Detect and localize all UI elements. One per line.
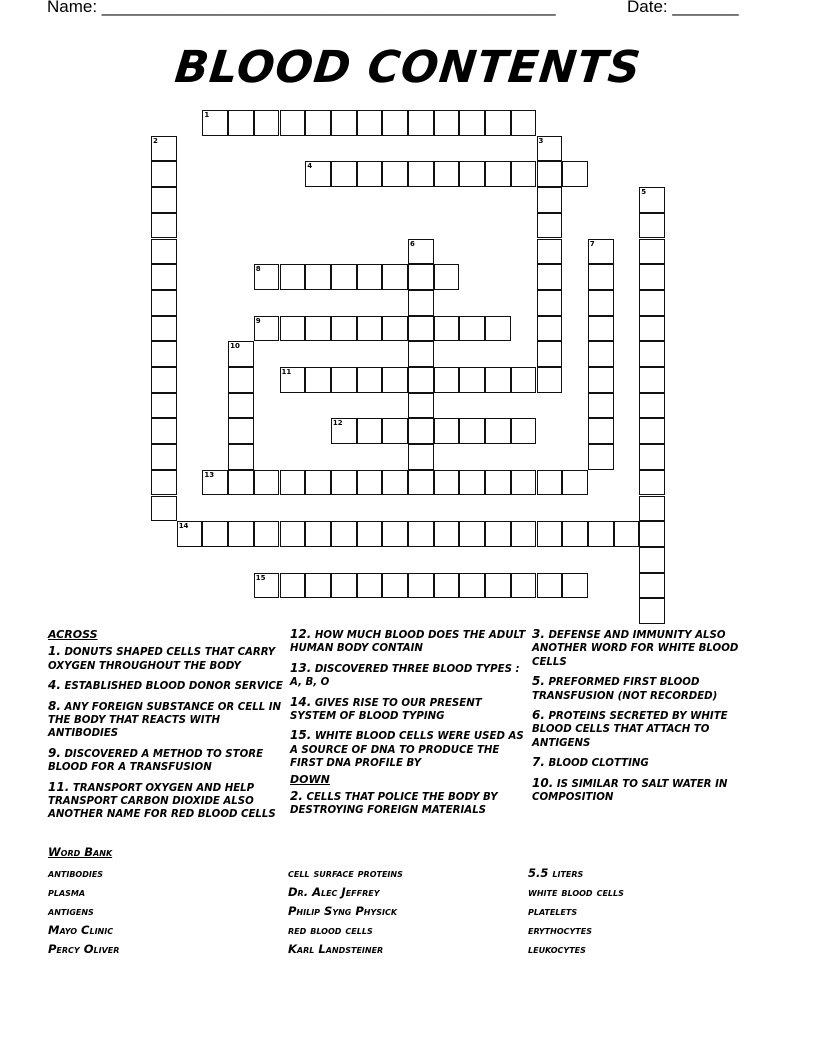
crossword-cell[interactable] — [511, 161, 537, 187]
crossword-cell[interactable] — [588, 341, 614, 367]
word-bank-item: Percy Oliver — [48, 942, 120, 956]
crossword-cell[interactable] — [305, 573, 331, 599]
crossword-cell[interactable] — [459, 521, 485, 547]
crossword-cell[interactable] — [151, 187, 177, 213]
clue-number: 3. — [532, 627, 545, 641]
crossword-cell[interactable] — [459, 161, 485, 187]
crossword-cell[interactable] — [357, 418, 383, 444]
clue-text: DISCOVERED A METHOD TO STORE BLOOD FOR A TRANSFUSION — [48, 748, 264, 774]
crossword-cell[interactable] — [254, 521, 280, 547]
crossword-cell[interactable] — [537, 213, 563, 239]
crossword-cell[interactable] — [357, 110, 383, 136]
crossword-cell[interactable] — [511, 521, 537, 547]
clue-across-1 — [48, 645, 288, 673]
crossword-cell[interactable] — [434, 470, 460, 496]
crossword-cell[interactable] — [408, 110, 434, 136]
crossword-cell[interactable] — [382, 573, 408, 599]
clue-down-6 — [532, 709, 760, 750]
crossword-cell[interactable] — [485, 470, 511, 496]
clue-number: 13. — [290, 660, 312, 675]
clue-number: 5. — [532, 674, 545, 689]
crossword-cell[interactable] — [228, 367, 254, 393]
crossword-cell[interactable] — [459, 316, 485, 342]
crossword-cell[interactable] — [408, 316, 434, 342]
crossword-cell[interactable] — [639, 598, 665, 624]
crossword-cell[interactable] — [305, 367, 331, 393]
crossword-cell[interactable] — [588, 290, 614, 316]
clue-number-label: 9 — [255, 316, 261, 325]
crossword-cell[interactable] — [485, 367, 511, 393]
crossword-cell[interactable] — [459, 573, 485, 599]
crossword-cell[interactable] — [408, 264, 434, 290]
page-title: BLOOD CONTENTS — [172, 42, 644, 93]
crossword-cell[interactable] — [357, 573, 383, 599]
crossword-cell[interactable] — [639, 547, 665, 573]
clue-number-label: 7 — [589, 239, 595, 248]
crossword-cell[interactable] — [228, 341, 254, 367]
crossword-cell[interactable] — [639, 264, 665, 290]
word-bank-heading: Word Bank — [48, 845, 113, 859]
clue-number: 7. — [532, 755, 545, 770]
crossword-cell[interactable] — [511, 470, 537, 496]
clue-across-14 — [290, 696, 528, 724]
clue-text: CELLS THAT POLICE THE BODY BY DESTROYING FOREIGN MATERIALS — [290, 792, 498, 817]
crossword-cell[interactable] — [459, 367, 485, 393]
crossword-cell[interactable] — [511, 573, 537, 599]
clue-text: IS SIMILAR TO SALT WATER IN COMPOSITION — [532, 778, 728, 804]
crossword-cell[interactable] — [639, 521, 665, 547]
crossword-cell[interactable] — [228, 418, 254, 444]
crossword-cell[interactable] — [588, 239, 614, 265]
word-bank-column-2 — [288, 864, 403, 959]
word-bank-item: Philip Syng Physick — [288, 904, 398, 918]
crossword-cell[interactable] — [408, 290, 434, 316]
clue-number: 14. — [290, 694, 312, 709]
crossword-cell[interactable] — [382, 521, 408, 547]
crossword-cell[interactable] — [280, 573, 306, 599]
crossword-cell[interactable] — [382, 161, 408, 187]
crossword-cell[interactable] — [202, 110, 228, 136]
crossword-cell[interactable] — [639, 316, 665, 342]
clue-text: PROTEINS SECRETED BY WHITE BLOOD CELLS THAT ATTACH TO ANTIGENS — [532, 711, 728, 749]
crossword-cell[interactable] — [485, 316, 511, 342]
word-bank-item: antigens — [48, 904, 94, 918]
crossword-cell[interactable] — [331, 264, 357, 290]
crossword-cell[interactable] — [280, 521, 306, 547]
crossword-cell[interactable] — [151, 470, 177, 496]
clue-number: 1. — [48, 644, 61, 659]
crossword-cell[interactable] — [588, 418, 614, 444]
crossword-cell[interactable] — [434, 367, 460, 393]
crossword-cell[interactable] — [639, 496, 665, 522]
crossword-cell[interactable] — [151, 136, 177, 162]
clue-number: 11. — [48, 779, 70, 794]
crossword-cell[interactable] — [537, 316, 563, 342]
word-bank-item: platelets — [528, 904, 578, 918]
crossword-cell[interactable] — [151, 418, 177, 444]
crossword-cell[interactable] — [434, 264, 460, 290]
crossword-cell[interactable] — [331, 316, 357, 342]
crossword-cell[interactable] — [408, 470, 434, 496]
name-field-label: Name: ________________________________________________ — [47, 0, 556, 16]
date-field-label: Date: _______ — [627, 0, 739, 16]
crossword-cell[interactable] — [305, 521, 331, 547]
clue-across-9 — [48, 747, 288, 775]
crossword-cell[interactable] — [305, 316, 331, 342]
crossword-cell[interactable] — [459, 470, 485, 496]
crossword-cell[interactable] — [202, 470, 228, 496]
clue-number: 12. — [290, 627, 312, 641]
crossword-cell[interactable] — [280, 264, 306, 290]
crossword-cell[interactable] — [305, 110, 331, 136]
crossword-cell[interactable] — [382, 110, 408, 136]
clues-column-3 — [532, 628, 760, 810]
word-bank-item: Mayo Clinic — [48, 923, 114, 937]
crossword-cell[interactable] — [151, 264, 177, 290]
crossword-cell[interactable] — [357, 367, 383, 393]
crossword-cell[interactable] — [485, 521, 511, 547]
crossword-cell[interactable] — [562, 573, 588, 599]
word-bank-item: cell surface proteins — [288, 866, 403, 880]
crossword-cell[interactable] — [151, 393, 177, 419]
crossword-cell[interactable] — [254, 110, 280, 136]
clue-number: 10. — [532, 775, 554, 790]
word-bank-item: Dr. Alec Jeffrey — [288, 885, 380, 899]
crossword-cell[interactable] — [382, 470, 408, 496]
crossword-cell[interactable] — [228, 521, 254, 547]
word-bank-item: red blood cells — [288, 923, 373, 937]
crossword-cell[interactable] — [537, 367, 563, 393]
crossword-cell[interactable] — [537, 264, 563, 290]
clue-number: 6. — [532, 708, 545, 723]
word-bank-column-1 — [48, 864, 119, 959]
crossword-cell[interactable] — [434, 521, 460, 547]
crossword-cell[interactable] — [588, 264, 614, 290]
crossword-cell[interactable] — [151, 161, 177, 187]
crossword-cell[interactable] — [177, 521, 203, 547]
clue-number-label: 3 — [538, 136, 544, 145]
crossword-cell[interactable] — [254, 264, 280, 290]
clue-across-4 — [48, 679, 288, 693]
clue-number: 4. — [48, 678, 61, 693]
crossword-cell[interactable] — [434, 573, 460, 599]
clue-down-5 — [532, 675, 760, 703]
clue-down-7 — [532, 756, 760, 770]
clue-number-label: 8 — [255, 265, 261, 274]
crossword-cell[interactable] — [434, 316, 460, 342]
clue-across-8 — [48, 700, 288, 741]
clue-text: DEFENSE AND IMMUNITY ALSO ANOTHER WORD FOR WHITE BLOOD CELLS — [532, 630, 739, 668]
crossword-cell[interactable] — [408, 521, 434, 547]
clue-text: GIVES RISE TO OUR PRESENT SYSTEM OF BLOOD TYPING — [290, 697, 482, 723]
crossword-cell[interactable] — [639, 239, 665, 265]
crossword-cell[interactable] — [537, 521, 563, 547]
crossword-cell[interactable] — [639, 213, 665, 239]
crossword-cell[interactable] — [305, 161, 331, 187]
clue-number-label: 12 — [332, 419, 343, 428]
word-bank-item: erythocytes — [528, 923, 592, 937]
crossword-cell[interactable] — [331, 573, 357, 599]
crossword-cell[interactable] — [434, 418, 460, 444]
crossword-cell[interactable] — [614, 521, 640, 547]
crossword-cell[interactable] — [537, 290, 563, 316]
crossword-cell[interactable] — [408, 341, 434, 367]
crossword-cell[interactable] — [537, 161, 563, 187]
clue-across-12 — [290, 628, 528, 656]
word-bank-column-3 — [528, 864, 624, 959]
clue-number-label: 2 — [153, 136, 158, 145]
crossword-cell[interactable] — [408, 239, 434, 265]
word-bank-item: leukocytes — [528, 942, 586, 956]
crossword-cell[interactable] — [537, 341, 563, 367]
clue-number: 2. — [290, 789, 303, 804]
crossword-cell[interactable] — [357, 161, 383, 187]
crossword-cell[interactable] — [485, 110, 511, 136]
across-heading: ACROSS — [48, 628, 98, 641]
crossword-cell[interactable] — [305, 470, 331, 496]
clue-number-label: 5 — [641, 188, 647, 197]
crossword-cell[interactable] — [382, 418, 408, 444]
clue-number: 15. — [290, 728, 312, 743]
crossword-cell[interactable] — [537, 239, 563, 265]
clue-across-15 — [290, 729, 528, 770]
crossword-cell[interactable] — [537, 187, 563, 213]
clue-number-label: 11 — [281, 368, 292, 376]
crossword-cell[interactable] — [485, 573, 511, 599]
crossword-cell[interactable] — [459, 418, 485, 444]
crossword-cell[interactable] — [254, 316, 280, 342]
clue-text: HOW MUCH BLOOD DOES THE ADULT HUMAN BODY CONTAIN — [290, 630, 526, 655]
clue-text: WHITE BLOOD CELLS WERE USED AS A SOURCE OF DNA TO PRODUCE THE FIRST DNA PROFILE BY — [290, 731, 524, 770]
crossword-cell[interactable] — [562, 161, 588, 187]
crossword-cell[interactable] — [331, 521, 357, 547]
crossword-cell[interactable] — [588, 316, 614, 342]
crossword-cell[interactable] — [408, 393, 434, 419]
crossword-cell[interactable] — [639, 187, 665, 213]
crossword-cell[interactable] — [639, 444, 665, 470]
clue-number: 9. — [48, 745, 61, 760]
clue-text: ESTABLISHED BLOOD DONOR SERVICE — [64, 681, 283, 693]
crossword-cell[interactable] — [434, 110, 460, 136]
clue-number-label: 13 — [204, 470, 215, 479]
crossword-cell[interactable] — [588, 521, 614, 547]
crossword-cell[interactable] — [280, 316, 306, 342]
crossword-cell[interactable] — [331, 367, 357, 393]
crossword-cell[interactable] — [639, 367, 665, 393]
crossword-cell[interactable] — [254, 573, 280, 599]
clue-text: TRANSPORT OXYGEN AND HELP TRANSPORT CARBON DIOXIDE ALSO ANOTHER NAME FOR RED BLOOD CELLS — [48, 782, 276, 821]
crossword-cell[interactable] — [639, 341, 665, 367]
crossword-cell[interactable] — [151, 496, 177, 522]
crossword-cell[interactable] — [202, 521, 228, 547]
crossword-cell[interactable] — [331, 470, 357, 496]
crossword-cell[interactable] — [357, 521, 383, 547]
clue-across-11 — [48, 781, 288, 822]
crossword-cell[interactable] — [639, 290, 665, 316]
crossword-cell[interactable] — [228, 444, 254, 470]
clue-text: BLOOD CLOTTING — [548, 758, 649, 770]
word-bank-item: 5.5 liters — [528, 866, 584, 880]
clue-down-10 — [532, 777, 760, 805]
crossword-cell[interactable] — [639, 573, 665, 599]
crossword-cell[interactable] — [408, 418, 434, 444]
clue-text: DISCOVERED THREE BLOOD TYPES : A, B, O — [290, 663, 520, 689]
crossword-cell[interactable] — [537, 136, 563, 162]
crossword-cell[interactable] — [537, 573, 563, 599]
clue-number-label: 10 — [230, 342, 240, 351]
crossword-cell[interactable] — [485, 418, 511, 444]
crossword-cell[interactable] — [588, 393, 614, 419]
crossword-cell[interactable] — [485, 161, 511, 187]
crossword-cell[interactable] — [228, 393, 254, 419]
crossword-cell[interactable] — [228, 110, 254, 136]
crossword-cell[interactable] — [382, 367, 408, 393]
clue-text: ANY FOREIGN SUBSTANCE OR CELL IN THE BODY THAT REACTS WITH ANTIBODIES — [48, 701, 282, 740]
word-bank-item: white blood cells — [528, 885, 624, 899]
crossword-cell[interactable] — [305, 264, 331, 290]
down-heading: DOWN — [290, 772, 330, 786]
crossword-cell[interactable] — [228, 470, 254, 496]
crossword-cell[interactable] — [408, 161, 434, 187]
crossword-cell[interactable] — [280, 367, 306, 393]
crossword-cell[interactable] — [357, 470, 383, 496]
clue-down-3 — [532, 628, 760, 669]
crossword-cell[interactable] — [562, 470, 588, 496]
crossword-cell[interactable] — [382, 316, 408, 342]
crossword-cell[interactable] — [151, 213, 177, 239]
word-bank-item: plasma — [48, 885, 86, 899]
crossword-cell[interactable] — [639, 393, 665, 419]
crossword-cell[interactable] — [280, 110, 306, 136]
word-bank-item: Karl Landsteiner — [288, 942, 384, 956]
crossword-cell[interactable] — [408, 573, 434, 599]
clue-number-label: 6 — [410, 239, 415, 248]
crossword-cell[interactable] — [408, 444, 434, 470]
crossword-cell[interactable] — [357, 264, 383, 290]
crossword-cell[interactable] — [588, 367, 614, 393]
clue-down-2 — [290, 790, 528, 818]
crossword-cell[interactable] — [382, 264, 408, 290]
crossword-cell[interactable] — [151, 290, 177, 316]
crossword-cell[interactable] — [151, 367, 177, 393]
clue-number-label: 4 — [307, 162, 313, 171]
clues-column-1 — [48, 628, 288, 828]
crossword-cell[interactable] — [280, 470, 306, 496]
crossword-cell[interactable] — [254, 470, 280, 496]
crossword-cell[interactable] — [537, 470, 563, 496]
crossword-cell[interactable] — [151, 316, 177, 342]
clue-across-13 — [290, 662, 528, 690]
crossword-cell[interactable] — [639, 418, 665, 444]
crossword-cell[interactable] — [562, 521, 588, 547]
crossword-cell[interactable] — [408, 367, 434, 393]
crossword-cell[interactable] — [331, 418, 357, 444]
crossword-cell[interactable] — [151, 341, 177, 367]
crossword-cell[interactable] — [459, 110, 485, 136]
crossword-cell[interactable] — [151, 239, 177, 265]
crossword-cell[interactable] — [357, 316, 383, 342]
crossword-cell[interactable] — [511, 418, 537, 444]
clues-column-2 — [290, 628, 528, 824]
clue-number-label: 15 — [255, 573, 266, 582]
clue-text: PREFORMED FIRST BLOOD TRANSFUSION (NOT RECORDED) — [532, 677, 718, 702]
crossword-cell[interactable] — [331, 161, 357, 187]
crossword-cell[interactable] — [434, 161, 460, 187]
crossword-cell[interactable] — [151, 444, 177, 470]
crossword-cell[interactable] — [639, 470, 665, 496]
clue-number-label: 14 — [178, 522, 189, 531]
clue-number: 8. — [48, 698, 61, 713]
crossword-cell[interactable] — [511, 110, 537, 136]
crossword-cell[interactable] — [588, 444, 614, 470]
clue-text: DONUTS SHAPED CELLS THAT CARRY OXYGEN THROUGHOUT THE BODY — [48, 647, 276, 672]
crossword-cell[interactable] — [511, 367, 537, 393]
clue-number-label: 1 — [204, 111, 210, 119]
word-bank-item: antibodies — [48, 866, 104, 880]
crossword-cell[interactable] — [331, 110, 357, 136]
